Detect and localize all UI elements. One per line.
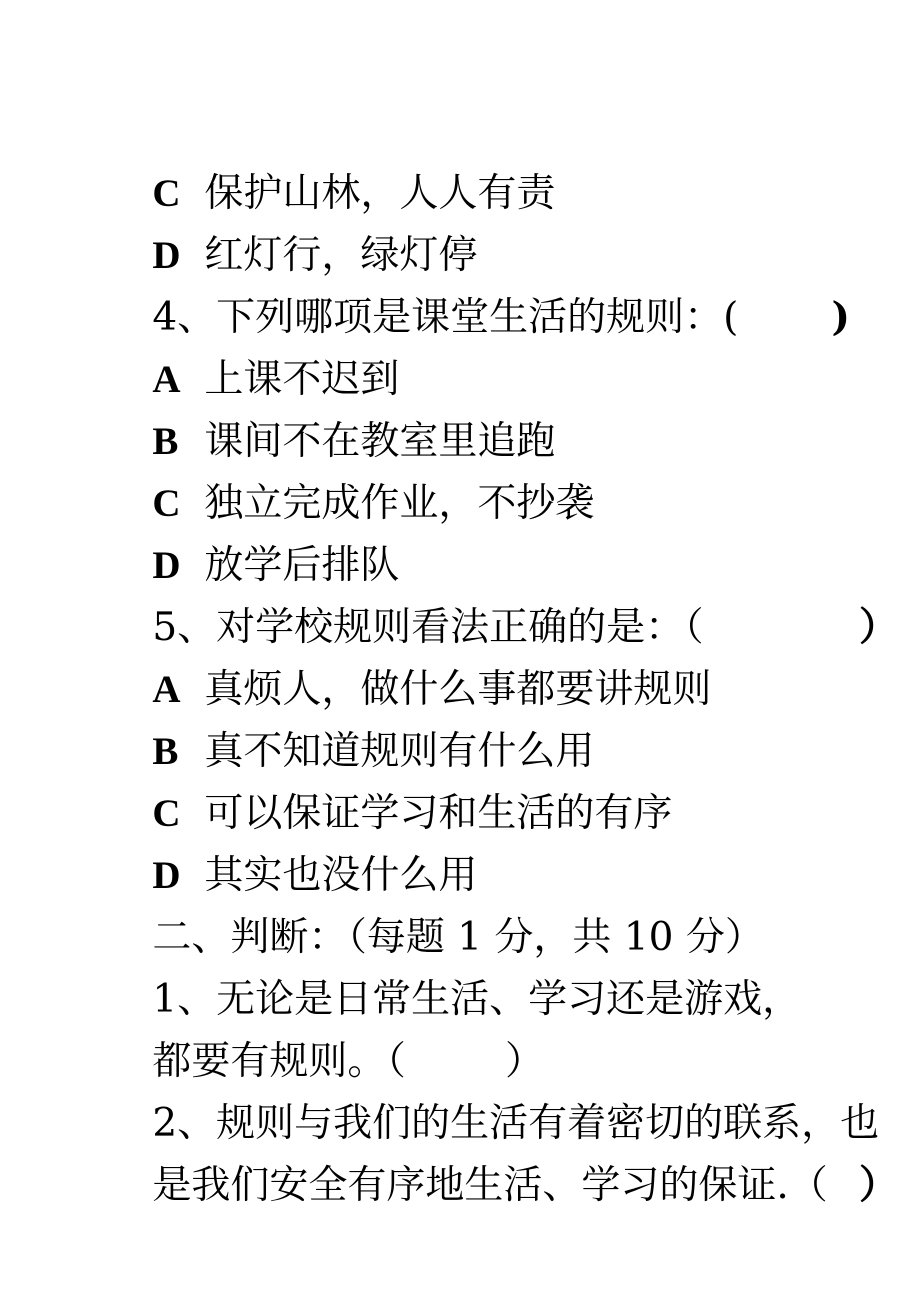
q3-option-c	[98, 100, 898, 216]
document-page	[98, 100, 898, 1208]
option-letter: B	[152, 730, 179, 773]
option-letter: B	[152, 420, 179, 463]
answer-paren-close: )	[831, 294, 850, 340]
option-letter: C	[152, 172, 181, 215]
option-letter: A	[152, 358, 181, 401]
option-text: 其实也没什么用	[204, 853, 478, 898]
judge-text: 2、规则与我们的生活有着密切的联系，也	[152, 1101, 880, 1146]
option-letter: D	[152, 544, 181, 587]
option-letter: C	[152, 482, 181, 525]
option-letter: A	[152, 668, 181, 711]
judge-text: 1、无论是日常生活、学习还是游戏，	[152, 977, 802, 1022]
judge-text: 是我们安全有序地生活、学习的保证.（	[152, 1163, 828, 1208]
q4-stem	[98, 224, 898, 340]
option-text: 可以保证学习和生活的有序	[204, 791, 673, 836]
option-text: 红灯行，绿灯停	[204, 233, 478, 278]
option-text: 保护山林，人人有责	[204, 171, 556, 216]
q5-stem	[98, 534, 898, 650]
option-text: 上课不迟到	[204, 357, 400, 402]
option-text: 放学后排队	[204, 543, 400, 588]
option-text: 真烦人，做什么事都要讲规则	[204, 667, 712, 712]
answer-paren-close: ）	[858, 604, 898, 650]
option-text: 真不知道规则有什么用	[204, 729, 595, 774]
judge-2-line-2	[98, 1092, 898, 1208]
judge-text: 都要有规则。（ ）	[152, 1039, 544, 1084]
question-stem: 4、下列哪项是课堂生活的规则：(	[152, 295, 739, 340]
answer-paren-close: ）	[858, 1162, 898, 1208]
option-letter: D	[152, 854, 181, 897]
option-text: 课间不在教室里追跑	[204, 419, 556, 464]
option-letter: C	[152, 792, 181, 835]
question-stem: 5、对学校规则看法正确的是：（	[152, 605, 704, 650]
section-title: 二、判断：（每题 1 分，共 10 分）	[152, 915, 764, 960]
option-text: 独立完成作业，不抄袭	[204, 481, 595, 526]
option-letter: D	[152, 234, 181, 277]
